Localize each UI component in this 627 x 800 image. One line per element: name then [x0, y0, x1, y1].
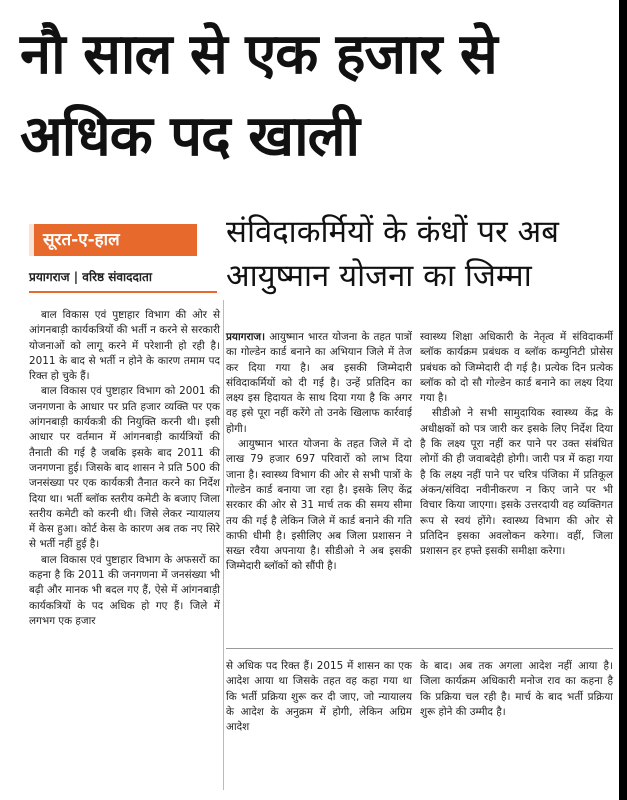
article-column-1: [29, 308, 220, 629]
paragraph: सीडीओ ने सभी सामुदायिक स्वास्थ्य केंद्र के अधीक्षकों को पत्र जारी कर इसके लिए निर्देश दिया है कि लक्ष्य पूरा नहीं कर पाने पर उक्त संबंधित लोगों की ही जवाबदेही होगी। जारी पत्र में कहा गया है कि लक्ष्य नहीं पाने पर चरित्र पंजिका में प्रतिकूल अंकन/संविदा नवीनीकरण न किए जाने पर भी विचार किया जाएगा। इसके उत्तरदायी वह व्यक्तिगत रूप से स्वयं होंगे। स्वास्थ्य विभाग की ओर से प्रतिदिन इसका अवलोकन करेगा। वहीं, जिला प्रशासन हर हफ्ते इसकी समीक्षा करेगा।: [420, 407, 613, 558]
paragraph: से अधिक पद रिक्त हैं। 2015 में शासन का एक आदेश आया था जिसके तहत वह कहा गया था कि भर्ती प्रक्रिया शुरू कर दी जाए, जो न्यायालय के आदेश के अनुक्रम में होगी, लेकिन अग्रिम आदेश: [226, 660, 412, 734]
paragraph: आयुष्मान भारत योजना के तहत जिले में दो लाख 79 हजार 697 परिवारों को लाभ दिया जाना है। स्वास्थ्य विभाग की ओर से सभी पात्रों के गोल्डेन कार्ड बनाया जा रहा है। इसके लिए केंद्र सरकार की ओर से 31 मार्च तक की समय सीमा तय की गई है लेकिन जिले में कार्ड बनाने की गति काफी धीमी है। इसीलिए अब जिला प्रशासन ने सख्त रवैया अपनाया है। सीडीओ ने अब इसकी जिम्मेदारी ब्लॉकों को सौंपी है।: [226, 438, 412, 573]
section-tag: सूरत-ए-हाल: [29, 224, 197, 256]
article-column-4: [226, 659, 412, 735]
article-column-3: [420, 330, 613, 559]
column-divider: [223, 300, 224, 790]
paragraph: [226, 330, 412, 437]
paragraph: के बाद। अब तक अगला आदेश नहीं आया है। जिला कार्यक्रम अधिकारी मनोज राव का कहना है कि प्रक्रिया चल रही है। मार्च के बाद भर्ती प्रक्रिया शुरू होने की उम्मीद है।: [420, 660, 613, 718]
paragraph: बाल विकास एवं पुष्टाहार विभाग की ओर से आंगनबाड़ी कार्यकत्रियों की भर्ती न करने से सरकारी योजनाओं को लागू करने में परेशानी हो रही है। 2011 के बाद से भर्ती न होने के कारण तमाम पद रिक्त हो चुके हैं।: [29, 309, 220, 383]
paragraph: स्वास्थ्य शिक्षा अधिकारी के नेतृत्व में संविदाकर्मी ब्लॉक कार्यक्रम प्रबंधक व ब्लॉक कम्युनिटी प्रोसेस प्रबंधक को जिम्मेदारी दी गई है। प्रत्येक दिन प्रत्येक ब्लॉक को दो सौ गोल्डेन कार्ड बनाने का लक्ष्य दिया गया है।: [420, 331, 613, 405]
dateline: प्रयागराज।: [226, 331, 266, 343]
section-tag-accent: [29, 224, 34, 256]
paragraph-text: आयुष्मान भारत योजना के तहत पात्रों का गोल्डेन कार्ड बनाने का अभियान जिले में तेज कर दिया गया है। अब इसकी जिम्मेदारी संविदाकर्मियों को दी गई है। उन्हें प्रतिदिन का लक्ष्य इस हिदायत के साथ दिया गया है कि अगर वह इसे पूरा नहीं करेंगे तो उनके खिलाफ कार्रवाई होगी।: [226, 331, 412, 435]
page-edge: [619, 0, 627, 800]
section-divider: [226, 648, 613, 649]
article-column-2: [226, 330, 412, 575]
headline: नौ साल से एक हजार से अधिक पद खाली: [20, 22, 497, 169]
paragraph: बाल विकास एवं पुष्टाहार विभाग को 2001 की जनगणना के आधार पर प्रति हजार व्यक्ति पर एक आंगनबाड़ी कार्यकत्री की नियुक्ति करनी थी। इसी आधार पर वर्तमान में आंगनबाड़ी कार्यत्रियों की तैनाती की गई है जबकि इसके बाद 2011 की जनगणना हुई। जिसके बाद शासन ने प्रति 500 की जनसंख्या पर एक कार्यकत्री तैनात करने का निर्देश दिया था। भर्ती ब्लॉक स्तरीय कमेटी के बजाए जिला स्तरीय कमेटी को करनी थी। जिसे लेकर न्यायालय में केस हुआ। कोर्ट केस के कारण अब तक नए सिरे से भर्ती नहीं हुई है।: [29, 385, 220, 551]
byline: प्रयागराज | वरिष्ठ संवाददाता: [29, 270, 152, 284]
paragraph: बाल विकास एवं पुष्टाहार विभाग के अफसरों का कहना है कि 2011 की जनगणना में जनसंख्या भी बढ़ी और मानक भी बदल गए हैं, ऐसे में आंगनबाड़ी कार्यकत्रियों के पद अधिक हो गए हैं। जिले में लगभग एक हजार: [29, 553, 220, 627]
subheadline: संविदाकर्मियों के कंधों पर अब आयुष्मान योजना का जिम्मा: [226, 214, 559, 294]
byline-rule: [29, 291, 217, 293]
article-column-5: [420, 659, 613, 720]
